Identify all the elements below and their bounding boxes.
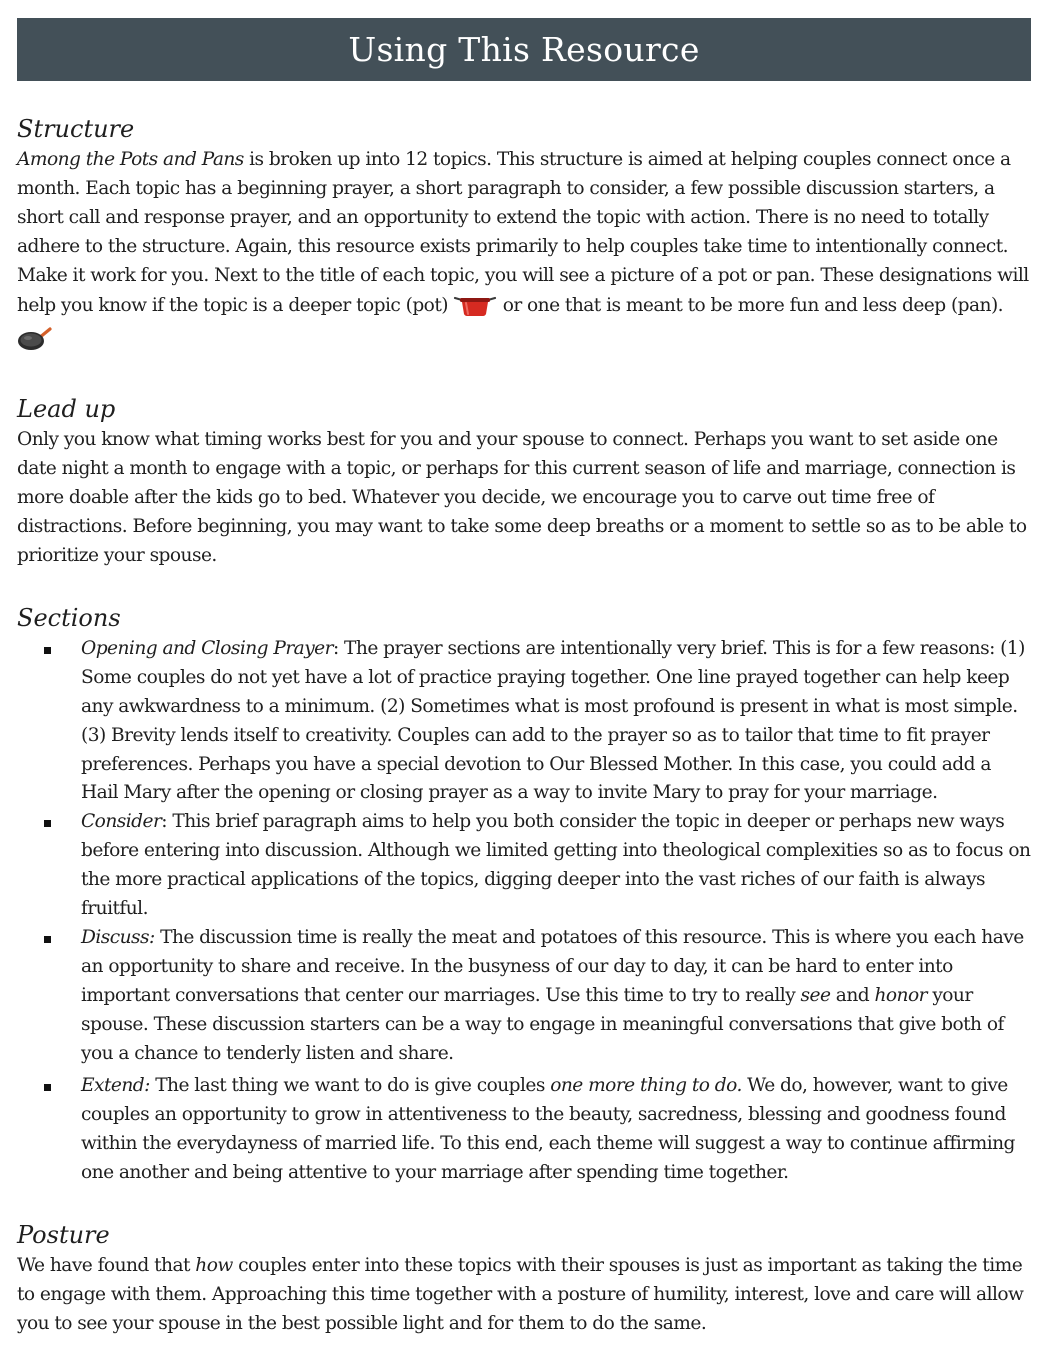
list-item bbox=[81, 1072, 1032, 1188]
posture-emphasis: how bbox=[195, 1255, 233, 1277]
structure-paragraph bbox=[17, 146, 1032, 362]
list-item-emphasis: honor bbox=[874, 984, 927, 1006]
posture-heading: Posture bbox=[17, 1221, 110, 1250]
list-item-term: Extend: bbox=[81, 1075, 150, 1097]
posture-text-2: couples enter into these topics with their spouses is just as important as taking the time to engage with them. Approaching this time together with a posture of humility, interest, love and care will allow you to see your spouse in the best possible light and for them to do the same. bbox=[17, 1255, 1024, 1334]
bullet-square-icon bbox=[44, 936, 51, 943]
list-item-text: : The prayer sections are intentionally very brief. This is for a few reasons: (1) Some couples do not yet have a lot of practice praying together. One line prayed together can help keep any awkwardness to a minimum. (2) Sometimes what is most profound is present in what is most simple. (3) Brevity lends itself to creativity. Couples can add to the prayer so as to tailor that time to fit prayer preferences. Perhaps you have a special devotion to Our Blessed Mother. In this case, you could add a Hail Mary after the opening or closing prayer as a way to invite Mary to pray for your marriage. bbox=[81, 637, 1025, 804]
list-item-term: Opening and Closing Prayer bbox=[81, 637, 333, 659]
posture-paragraph bbox=[17, 1252, 1032, 1339]
list-item-text: The last thing we want to do is give couples bbox=[149, 1075, 551, 1097]
structure-heading: Structure bbox=[17, 115, 135, 143]
book-title: Among the Pots and Pans bbox=[17, 149, 244, 170]
list-item-term: Consider bbox=[81, 811, 162, 833]
sections-list bbox=[17, 635, 1032, 1188]
lead-up-section bbox=[17, 392, 1032, 571]
list-item-text: and bbox=[830, 984, 875, 1006]
list-item bbox=[81, 924, 1032, 1069]
lead-up-paragraph: Only you know what timing works best for you and your spouse to connect. Perhaps you want to set aside one date night a month to engage with a topic, or perhaps for this current season of life and marriage, connection is more doable after the kids go to bed. Whatever you decide, we encourage you to carve out time free of distractions. Before beginning, you may want to take some deep breaths or a moment to settle so as to be able to prioritize your spouse. bbox=[17, 429, 1027, 566]
posture-text-1: We have found that bbox=[17, 1255, 196, 1277]
pot-icon bbox=[453, 291, 497, 327]
list-item-emphasis: see bbox=[800, 984, 831, 1006]
list-item-text: your spouse. These discussion starters can be a way to engage in meaningful conversations that give both of you a chance to tenderly listen and share. bbox=[81, 984, 1004, 1064]
page-title: Using This Resource bbox=[348, 30, 700, 69]
sections-heading: Sections bbox=[17, 603, 121, 632]
structure-text-2: or one that is meant to be more fun and less deep (pan). bbox=[497, 294, 1004, 316]
list-item bbox=[81, 808, 1032, 924]
list-item-term: Discuss: bbox=[81, 926, 155, 948]
sections-section bbox=[17, 601, 1032, 1188]
list-item bbox=[81, 635, 1032, 808]
structure-section bbox=[17, 112, 1032, 362]
list-item-text: We do, however, want to give couples an opportunity to grow in attentiveness to the beauty, sacredness, blessing and goodness found within the everydayness of married life. To this end, each theme will suggest a way to continue affirming one another and being attentive to your marriage after spending time together. bbox=[81, 1075, 1015, 1184]
list-item-text: : This brief paragraph aims to help you both consider the topic in deeper or perhaps new ways before entering into discussion. Although we limited getting into theological complexities so as to focus on the more practical applications of the topics, digging deeper into the vast riches of our faith is always fruitful. bbox=[81, 811, 1031, 920]
posture-section bbox=[17, 1218, 1032, 1339]
list-item-emphasis: one more thing to do. bbox=[550, 1075, 742, 1097]
bullet-square-icon bbox=[44, 1084, 51, 1091]
structure-text-1: is broken up into 12 topics. This structure is aimed at helping couples connect once a month. Each topic has a beginning prayer, a short paragraph to consider, a few possible discussion starters, a short call and response prayer, and an opportunity to extend the topic with action. There is no need to totally adhere to the structure. Again, this resource exists primarily to help couples take time to intentionally connect. Make it work for you. Next to the title of each topic, you will see a picture of a pot or pan. These designations will help you know if the topic is a deeper topic (pot) bbox=[17, 149, 1029, 316]
bullet-square-icon bbox=[44, 820, 51, 827]
pan-icon bbox=[17, 326, 53, 362]
bullet-square-icon bbox=[44, 647, 51, 654]
list-item-text: The discussion time is really the meat and potatoes of this resource. This is where you each have an opportunity to share and receive. In the busyness of our day to day, it can be hard to enter into important conversations that center our marriages. Use this time to try to really bbox=[81, 926, 1024, 1006]
page-title-banner bbox=[17, 18, 1031, 81]
content bbox=[17, 112, 1032, 1369]
lead-up-heading: Lead up bbox=[17, 395, 116, 424]
